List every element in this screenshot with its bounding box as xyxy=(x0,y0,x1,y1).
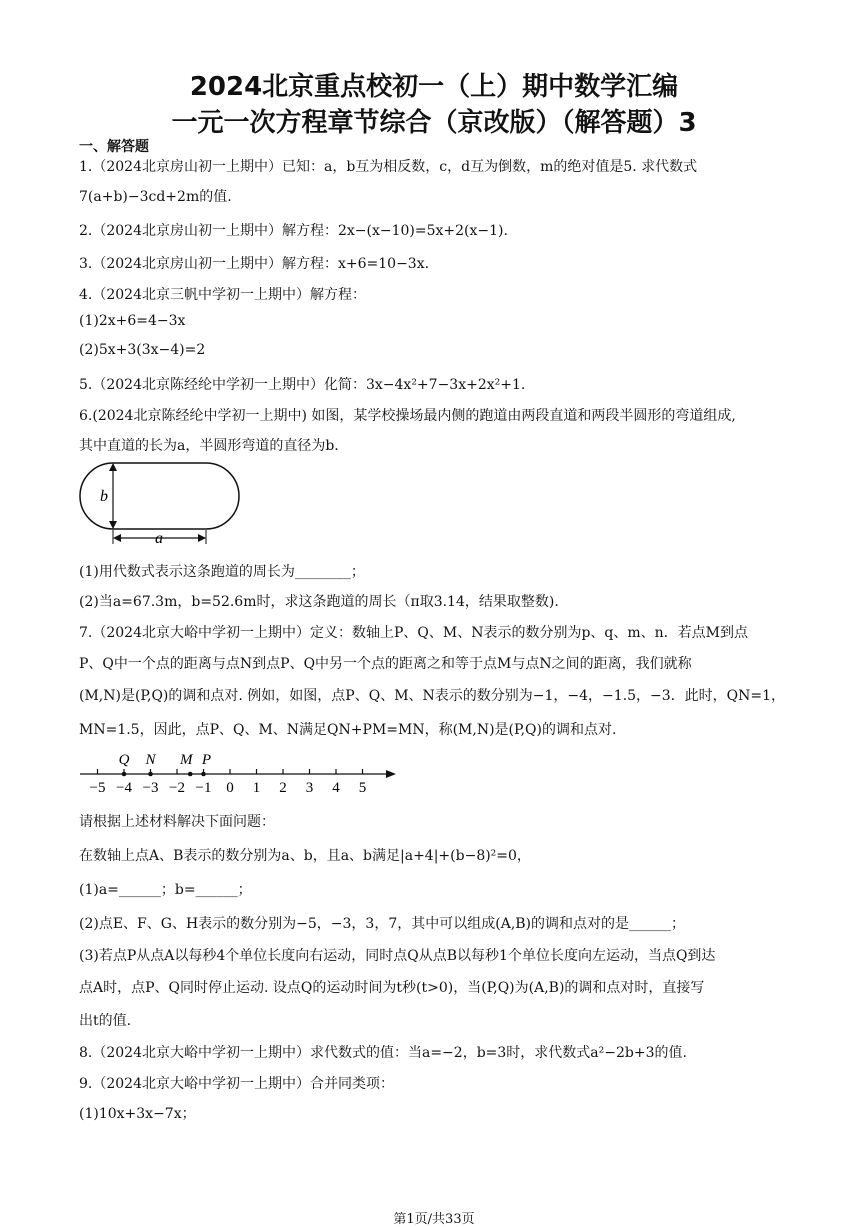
point-m xyxy=(188,772,193,777)
track-figure xyxy=(78,460,243,548)
q1-line-2: 7(a+b)−3cd+2m的值. xyxy=(79,189,232,205)
label-a: a xyxy=(155,530,163,547)
tick-label: −5 xyxy=(89,780,106,796)
q4-part-2: (2)5x+3(3x−4)=2 xyxy=(79,342,206,358)
title-line-1: 2024北京重点校初一（上）期中数学汇编 xyxy=(189,72,679,102)
q6-line-1: 6.(2024北京陈经纶中学初一上期中) 如图，某学校操场最内侧的跑道由两段直道和两段半圆形的弯道组成, xyxy=(79,408,736,424)
q9-part-1: (1)10x+3x−7x； xyxy=(79,1106,196,1122)
q2: 2.（2024北京房山初一上期中）解方程：2x−(x−10)=5x+2(x−1). xyxy=(79,223,508,239)
q7-line-3: (M,N)是(P,Q)的调和点对. 例如，如图，点P、Q、M、N表示的数分别为−1，−4，−1.5，−3．此时，QN=1， xyxy=(79,688,786,704)
axis-arrow xyxy=(386,770,396,778)
tick-label: 2 xyxy=(279,780,287,796)
q1-line-1: 1.（2024北京房山初一上期中）已知：a，b互为相反数，c，d互为倒数，m的绝对值是5. 求代数式 xyxy=(79,159,698,175)
point-label-q: Q xyxy=(118,752,130,768)
tick-label: −3 xyxy=(142,780,159,796)
tick-label: 1 xyxy=(252,780,261,796)
q6-part-2: (2)当a=67.3m，b=52.6m时，求这条跑道的周长（π取3.14，结果取整数). xyxy=(79,594,559,610)
tick-label: −4 xyxy=(116,780,132,796)
q7-line-2: P、Q中一个点的距离与点N到点P、Q中另一个点的距离之和等于点M与点N之间的距离，我们就称 xyxy=(79,656,692,672)
tick-label: −2 xyxy=(169,780,185,796)
q4-part-1: (1)2x+6=4−3x xyxy=(79,313,186,329)
q5: 5.（2024北京陈经纶中学初一上期中）化简：3x−4x²+7−3x+2x²+1. xyxy=(79,377,526,393)
q7-line-1: 7.（2024北京大峪中学初一上期中）定义：数轴上P、Q、M、N表示的数分别为p、q、m、n．若点M到点 xyxy=(79,625,749,641)
label-b: b xyxy=(100,488,108,505)
q7-line-6: 在数轴上点A、B表示的数分别为a、b，且a、b满足|a+4|+(b−8)²=0， xyxy=(79,848,531,864)
q7-part-2: (2)点E、F、G、H表示的数分别为−5，−3，3，7，其中可以组成(A,B)的调和点对的是______； xyxy=(79,916,686,932)
page-footer: 第1页/共33页 xyxy=(393,1212,475,1227)
q7-part-3-line-3: 出t的值. xyxy=(79,1013,132,1029)
q6-line-2: 其中直道的长为a，半圆形弯道的直径为b. xyxy=(79,438,339,454)
q7-line-4: MN=1.5，因此，点P、Q、M、N满足QN+PM=MN，称(M,N)是(P,Q)的调和点对. xyxy=(79,722,617,738)
q4-stem: 4.（2024北京三帆中学初一上期中）解方程： xyxy=(79,287,366,303)
tick-label: 0 xyxy=(226,780,234,796)
q6-part-1: (1)用代数式表示这条跑道的周长为________； xyxy=(79,564,365,580)
q7-part-3-line-2: 点A时，点P、Q同时停止运动. 设点Q的运动时间为t秒(t>0)，当(P,Q)为(A,B)的调和点对时，直接写 xyxy=(79,980,705,996)
point-q xyxy=(122,772,127,777)
tick-label: 3 xyxy=(305,780,314,796)
tick-label: 4 xyxy=(332,780,340,796)
point-label-m: M xyxy=(180,752,193,768)
point-label-p: P xyxy=(201,752,212,768)
number-line xyxy=(78,748,403,800)
q8: 8.（2024北京大峪中学初一上期中）求代数式的值：当a=−2，b=3时，求代数式a²−2b+3的值. xyxy=(79,1045,687,1061)
q9-stem: 9.（2024北京大峪中学初一上期中）合并同类项： xyxy=(79,1076,394,1092)
title-line-2: 一元一次方程章节综合（京改版）（解答题）3 xyxy=(171,108,697,138)
q3: 3.（2024北京房山初一上期中）解方程：x+6=10−3x. xyxy=(79,256,430,272)
point-p xyxy=(201,772,206,777)
tick-label: −1 xyxy=(195,780,212,796)
q7-line-5: 请根据上述材料解决下面问题： xyxy=(79,814,275,830)
point-n xyxy=(148,772,153,777)
point-label-n: N xyxy=(145,752,156,768)
q7-part-1: (1)a=______；b=______； xyxy=(79,882,252,898)
section-heading: 一、解答题 xyxy=(79,139,149,155)
tick-label: 5 xyxy=(358,780,367,796)
q7-part-3-line-1: (3)若点P从点A以每秒4个单位长度向右运动，同时点Q从点B以每秒1个单位长度向左运动，当点Q到达 xyxy=(79,948,716,964)
